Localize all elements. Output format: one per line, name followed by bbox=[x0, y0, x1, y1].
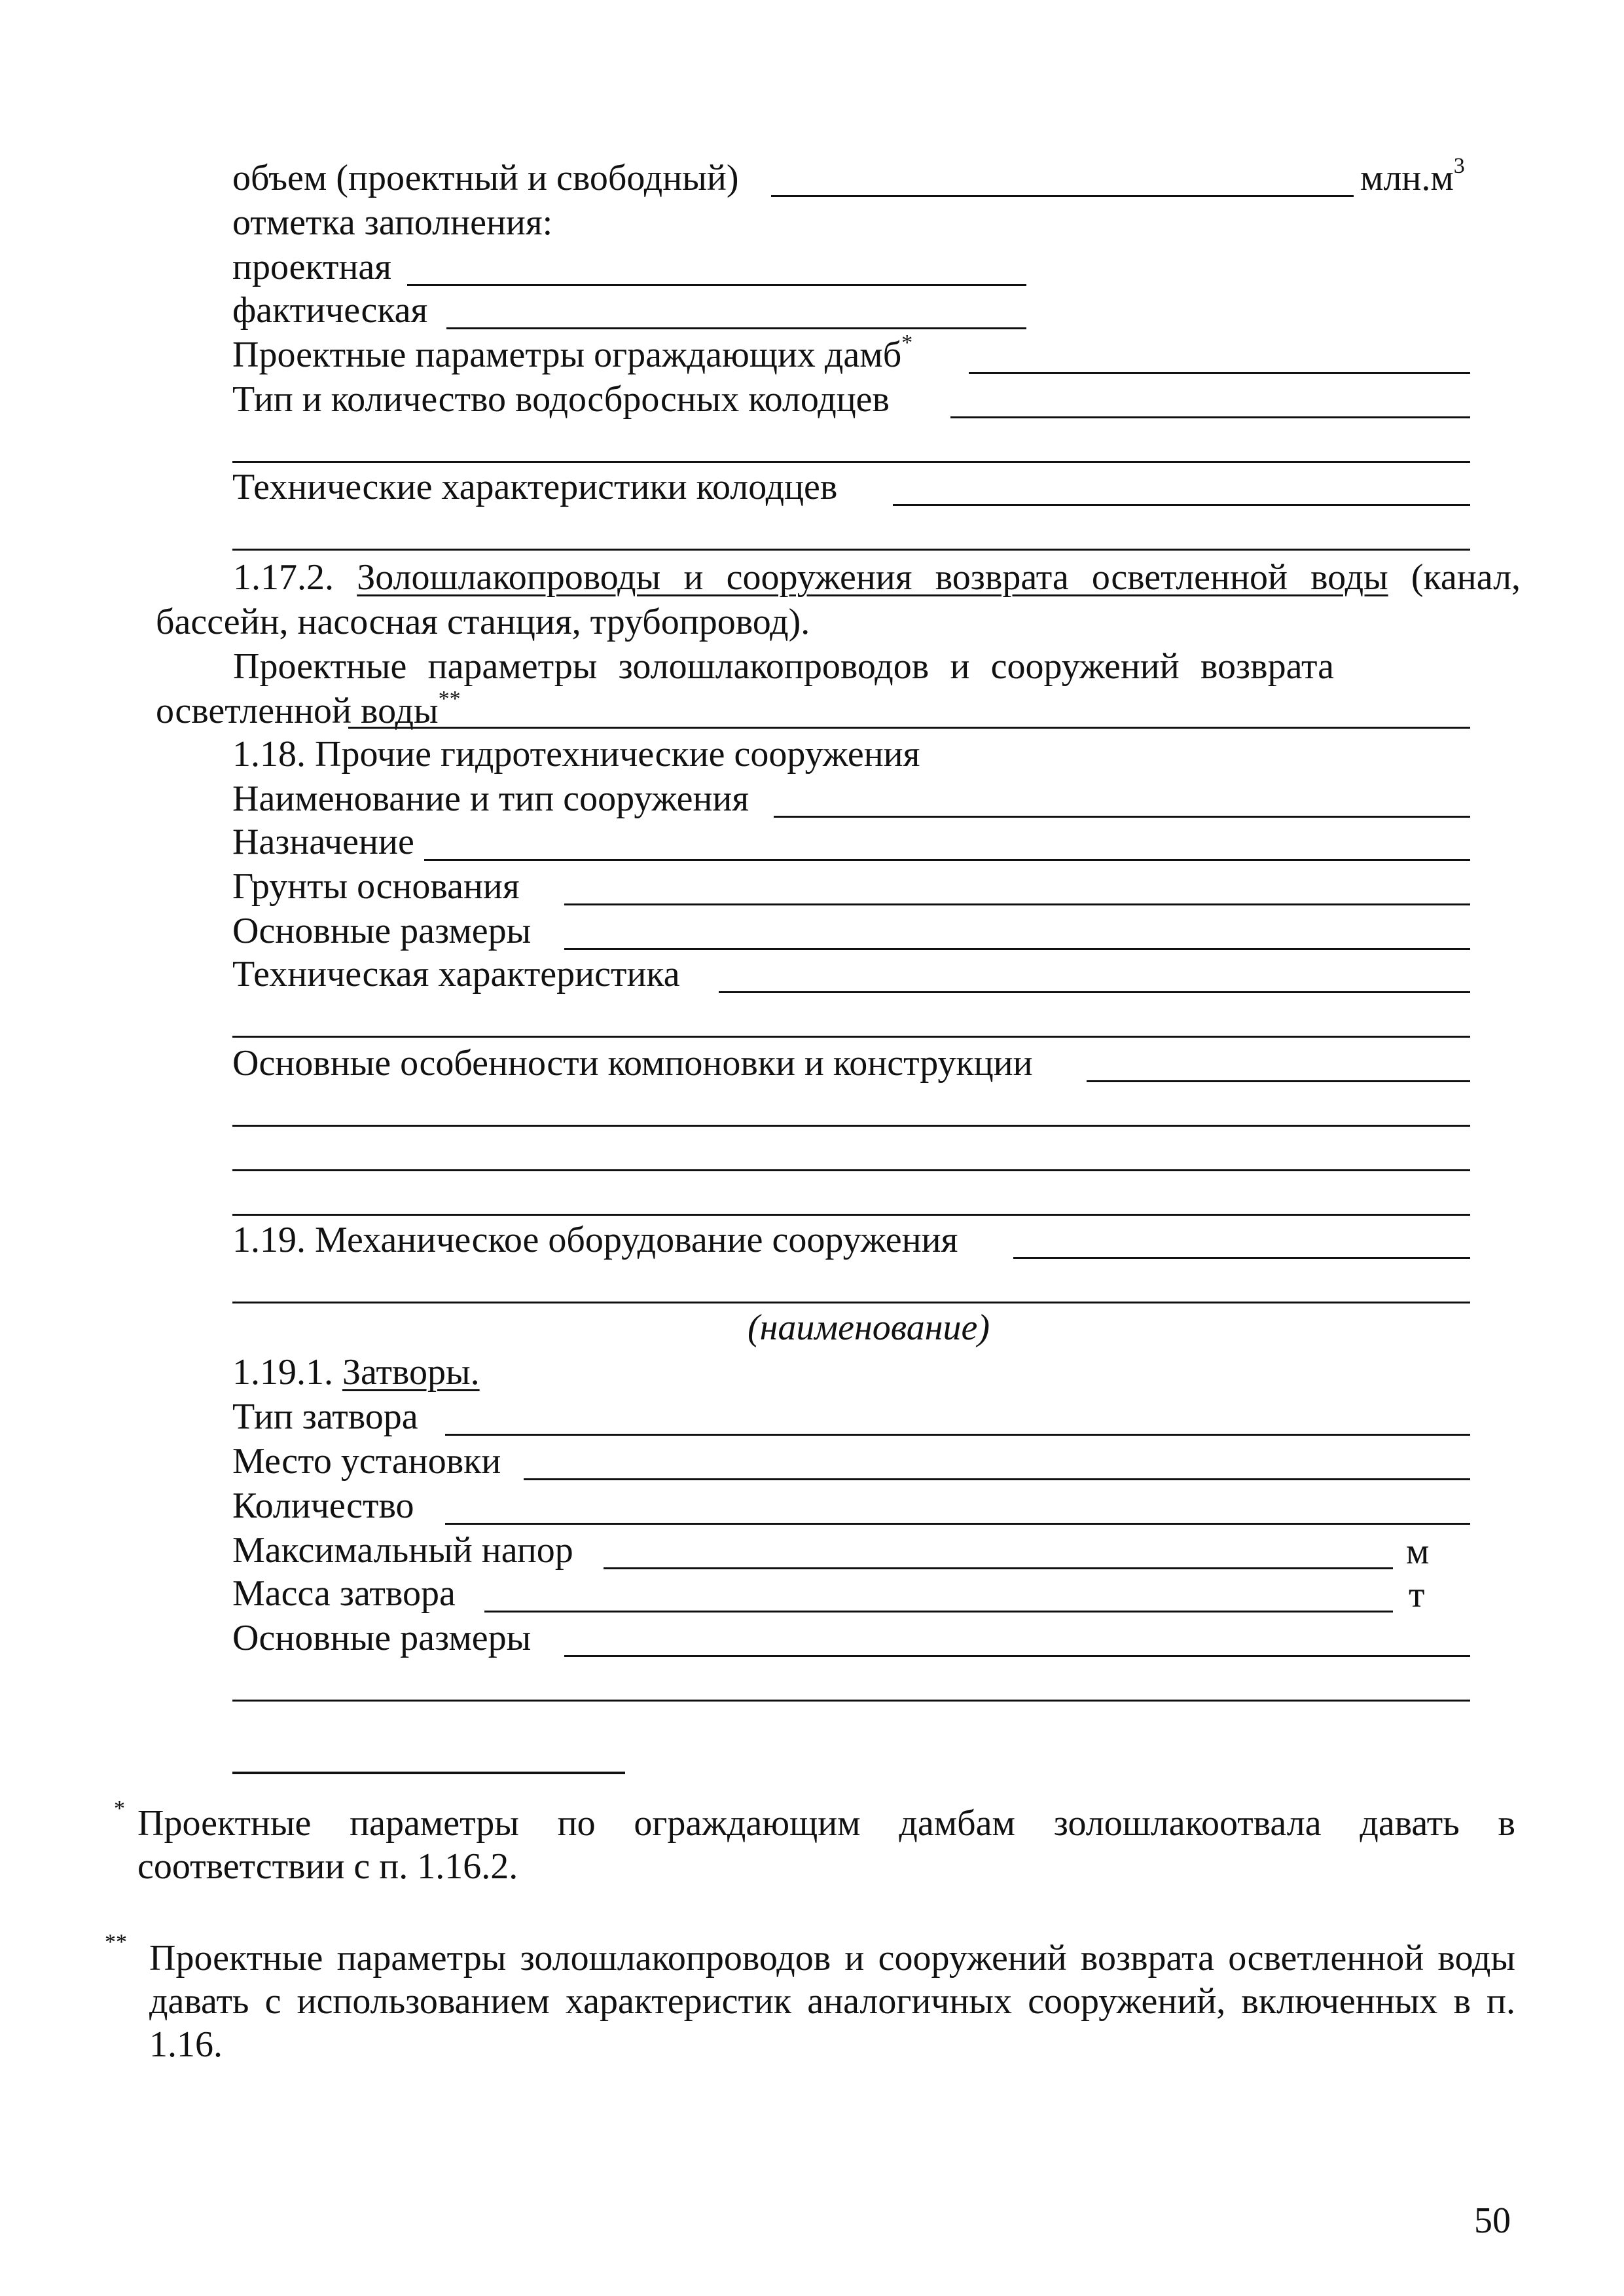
tech-label: Техническая характеристика bbox=[232, 954, 680, 994]
footnote-2: Проектные параметры золошлакопроводов и сооружений возврата осветленной воды давать с использованием характеристик аналогичных сооружений, включенных в п. 1.16. bbox=[149, 1938, 1515, 2065]
footnote-1: Проектные параметры по ограждающим дамбам золошлакоотвала давать в соответствии с п. 1.16.2. bbox=[137, 1803, 1515, 1887]
quantity-label: Количество bbox=[232, 1485, 414, 1526]
equipment-blank[interactable] bbox=[1013, 1257, 1470, 1259]
section-1-17-2-title: Золошлакопроводы и сооружения возврата осветленной воды bbox=[357, 557, 1388, 598]
gates-title: Затворы. bbox=[342, 1352, 480, 1393]
section-1-19-heading: 1.19. Механическое оборудование сооружения bbox=[232, 1220, 958, 1260]
layout-label: Основные особенности компоновки и конструкции bbox=[232, 1043, 1033, 1084]
location-blank[interactable] bbox=[524, 1478, 1470, 1480]
page-number: 50 bbox=[1474, 2200, 1511, 2241]
wells-blank-2[interactable] bbox=[232, 461, 1470, 463]
params-blank[interactable] bbox=[348, 727, 1470, 729]
footnote-2-mark: ** bbox=[105, 1930, 127, 1954]
wells-tech-label: Технические характеристики колодцев bbox=[232, 467, 838, 507]
wells-blank[interactable] bbox=[950, 416, 1470, 418]
layout-blank[interactable] bbox=[1087, 1080, 1470, 1082]
name-caption: (наименование) bbox=[748, 1307, 990, 1348]
mass-unit: т bbox=[1409, 1575, 1425, 1615]
max-head-blank[interactable] bbox=[604, 1567, 1393, 1569]
volume-blank[interactable] bbox=[771, 195, 1354, 197]
dims-label: Основные размеры bbox=[232, 911, 532, 951]
tech-blank-2[interactable] bbox=[232, 1036, 1470, 1038]
dims-blank[interactable] bbox=[564, 948, 1470, 950]
soils-label: Грунты основания bbox=[232, 866, 520, 907]
gate-type-blank[interactable] bbox=[445, 1434, 1470, 1436]
quantity-blank[interactable] bbox=[445, 1523, 1470, 1525]
purpose-label: Назначение bbox=[232, 822, 414, 862]
actual-mark-blank[interactable] bbox=[446, 327, 1026, 329]
section-1-17-2-params: Проектные параметры золошлакопроводов и сооружений возврата осветленной воды** bbox=[156, 646, 1334, 731]
layout-blank-2[interactable] bbox=[232, 1125, 1470, 1127]
dam-params-blank[interactable] bbox=[969, 372, 1470, 374]
soils-blank[interactable] bbox=[564, 903, 1470, 905]
wells-tech-blank[interactable] bbox=[893, 504, 1470, 506]
gates-heading: 1.19.1. Затворы. bbox=[232, 1352, 480, 1393]
section-1-17-2-paragraph: 1.17.2. Золошлакопроводы и сооружения возврата осветленной воды (канал, бассейн, насосная станция, трубопровод). bbox=[156, 557, 1521, 642]
max-head-unit: м bbox=[1406, 1531, 1430, 1572]
name-type-blank[interactable] bbox=[774, 816, 1470, 818]
actual-mark-label: фактическая bbox=[232, 290, 428, 331]
tech-blank[interactable] bbox=[719, 991, 1470, 993]
gate-dims-label: Основные размеры bbox=[232, 1618, 532, 1658]
gate-dims-blank-2[interactable] bbox=[232, 1700, 1470, 1702]
design-mark-label: проектная bbox=[232, 247, 392, 287]
location-label: Место установки bbox=[232, 1441, 501, 1482]
layout-blank-4[interactable] bbox=[232, 1214, 1470, 1216]
footnote-separator bbox=[232, 1772, 625, 1774]
purpose-blank[interactable] bbox=[424, 859, 1470, 861]
section-1-18-heading: 1.18. Прочие гидротехнические сооружения bbox=[232, 734, 920, 774]
footnote-1-mark: * bbox=[114, 1796, 125, 1821]
volume-label: объем (проектный и свободный) bbox=[232, 158, 739, 198]
gate-dims-blank[interactable] bbox=[564, 1655, 1470, 1657]
fill-mark-label: отметка заполнения: bbox=[232, 202, 553, 243]
design-mark-blank[interactable] bbox=[407, 284, 1026, 286]
mass-label: Масса затвора bbox=[232, 1573, 456, 1614]
dam-params-label: Проектные параметры ограждающих дамб* bbox=[232, 331, 913, 375]
wells-label: Тип и количество водосбросных колодцев bbox=[232, 379, 890, 420]
name-type-label: Наименование и тип сооружения bbox=[232, 778, 749, 819]
equipment-blank-2[interactable] bbox=[232, 1302, 1470, 1303]
volume-unit: $млн.м^3$ bbox=[1360, 154, 1465, 198]
wells-tech-blank-2[interactable] bbox=[232, 549, 1470, 551]
max-head-label: Максимальный напор bbox=[232, 1530, 573, 1571]
gate-type-label: Тип затвора bbox=[232, 1396, 418, 1437]
layout-blank-3[interactable] bbox=[232, 1169, 1470, 1171]
mass-blank[interactable] bbox=[484, 1611, 1393, 1613]
